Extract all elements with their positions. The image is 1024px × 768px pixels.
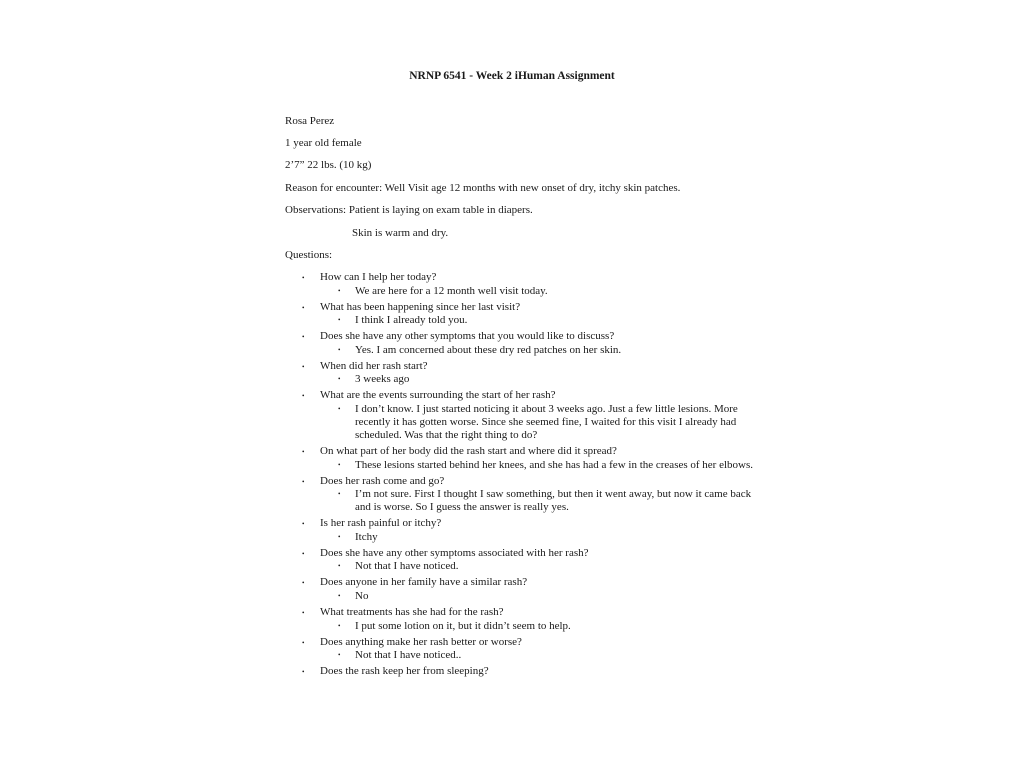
question-item: • What treatments has she had for the rash?: [285, 605, 755, 620]
answer-item: • These lesions started behind her knees, and she has had a few in the creases of her elbows.: [285, 459, 755, 472]
patient-name: Rosa Perez: [285, 115, 335, 127]
answer-item: • I’m not sure. First I thought I saw something, but then it went away, but now it came back and is worse. So I guess the answer is really yes.: [285, 488, 755, 514]
question-item: • On what part of her body did the rash start and where did it spread?: [285, 444, 755, 459]
question-item: • Does anyone in her family have a similar rash?: [285, 575, 755, 590]
patient-age-sex: 1 year old female: [285, 137, 362, 149]
answer-item: • Itchy: [285, 531, 755, 544]
question-item: • What are the events surrounding the start of her rash?: [285, 388, 755, 403]
answer-item: • Not that I have noticed.: [285, 560, 755, 573]
questions-heading: Questions:: [285, 249, 333, 261]
answer-item: • I put some lotion on it, but it didn’t seem to help.: [285, 620, 755, 633]
document-title: NRNP 6541 - Week 2 iHuman Assignment: [409, 70, 615, 82]
answer-item: • We are here for a 12 month well visit today.: [285, 285, 755, 298]
answer-item: • 3 weeks ago: [285, 373, 755, 386]
answer-item: • No: [285, 590, 755, 603]
answer-item: • Not that I have noticed..: [285, 649, 755, 662]
answer-item: • I think I already told you.: [285, 314, 755, 327]
observations-line: Observations: Patient is laying on exam table in diapers.: [285, 204, 533, 216]
answer-item: • Yes. I am concerned about these dry red patches on her skin.: [285, 344, 755, 357]
question-answer-list: [285, 270, 755, 679]
question-item: • Does she have any other symptoms that you would like to discuss?: [285, 329, 755, 344]
question-item: • What has been happening since her last visit?: [285, 300, 755, 315]
question-item: • How can I help her today?: [285, 270, 755, 285]
reason-for-encounter: Reason for encounter: Well Visit age 12 months with new onset of dry, itchy skin patches.: [285, 182, 681, 194]
question-item: • When did her rash start?: [285, 359, 755, 374]
patient-height-weight: 2’7” 22 lbs. (10 kg): [285, 159, 372, 171]
question-item: • Does the rash keep her from sleeping?: [285, 664, 755, 679]
question-item: • Does anything make her rash better or worse?: [285, 635, 755, 650]
question-item: • Does her rash come and go?: [285, 474, 755, 489]
observations-skin: Skin is warm and dry.: [352, 227, 449, 239]
question-item: • Is her rash painful or itchy?: [285, 516, 755, 531]
answer-item: • I don’t know. I just started noticing it about 3 weeks ago. Just a few little lesions. More recently it has gotten worse. Since she seemed fine, I waited for this visit I already had scheduled. Was that the right thing to do?: [285, 403, 755, 442]
question-item: • Does she have any other symptoms associated with her rash?: [285, 546, 755, 561]
